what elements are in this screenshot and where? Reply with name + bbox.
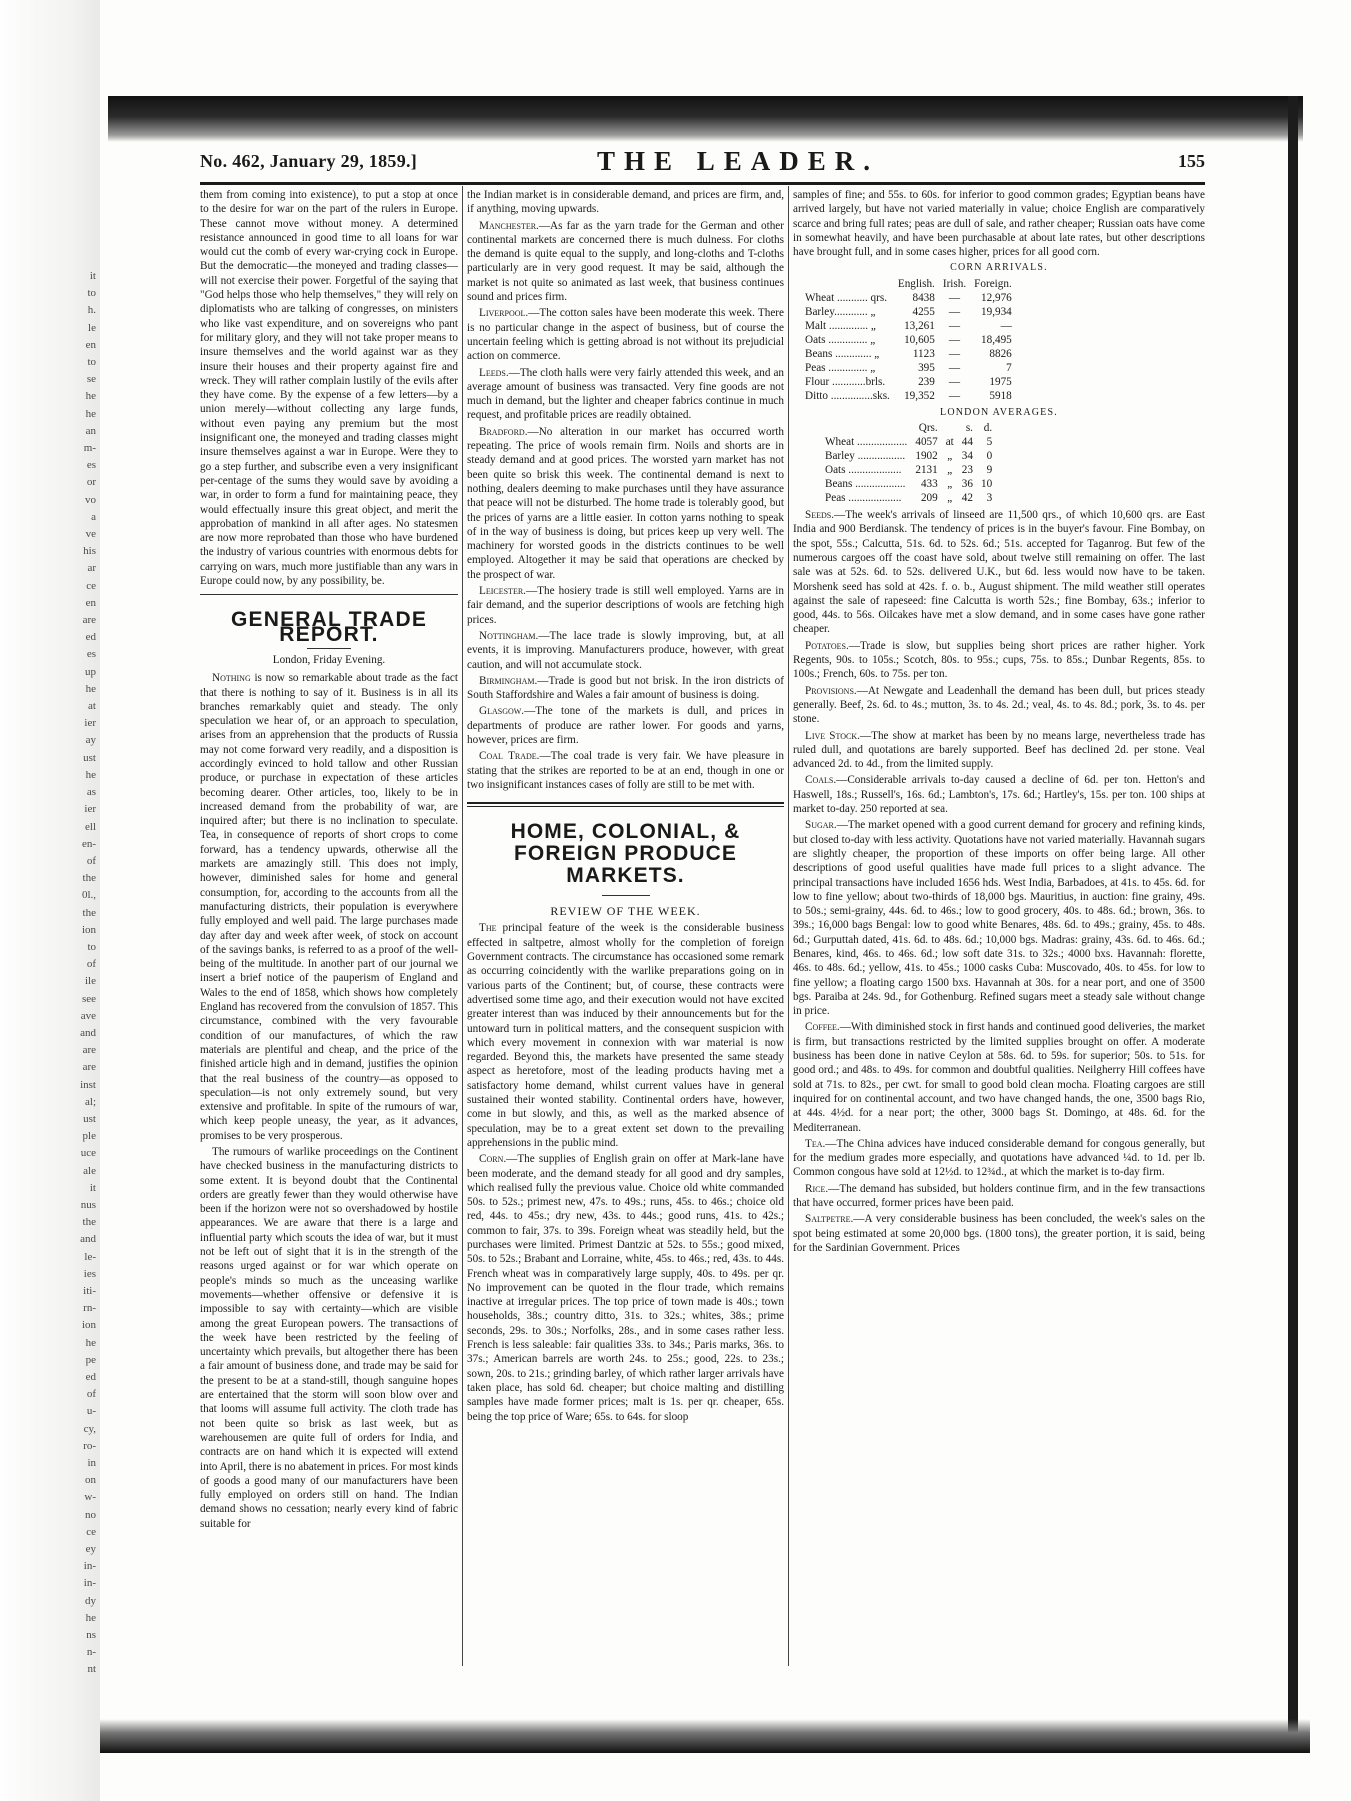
table-cell: Barley ................. — [825, 450, 906, 463]
article-paragraph: them from coming into existence), to put a stop at once to the desire for war on the part of the rulers in Europe. These cannot move without money. A determined resistance announced in good time to all loans for war would cut the comb of every war-crying cock in Europe. But the democratic—the moneyed and trading classes—will not exercise their power. Forgetful of the saying that "God helps those who help themselves," they will rely on diplomatists who are talking of congresses, on ministers who like vast expenditure, and on sovereigns who pant for military glory, and they will not take proper means to insure themselves and the world against war as they insure their houses and their property against fire and wreck. They will rather complain lustily of the evils after they have come. By the expense of a few letters—by a union merely—without collecting any large funds, without even paying any premium but the most insignificant one, the moneyed and trading classes might insure themselves against a war in Europe. Were they to go a step further, and subscribe even a very insignificant per-centage of the sums they would save by avoiding a war, in order to form a fund for maintaining peace, they would effectually insure this great object, and merit the approbation of mankind in all after ages. No statesmen are now more reprobated than those who have burdened the industry of various countries with enormous debts for carrying on wars, much more justifiable than any wars in Europe could now, by any possibility, be. — [200, 189, 458, 588]
fragment-text: see — [81, 992, 96, 1005]
table-cell: — — [1000, 319, 1012, 332]
issue-line: No. 462, January 29, 1859.] — [200, 151, 418, 171]
article-paragraph — [467, 584, 784, 627]
article-paragraph — [793, 818, 1205, 1018]
table-cell: 433 — [920, 478, 938, 491]
table-header-row — [801, 277, 1016, 291]
fragment-text: nt — [87, 1663, 96, 1676]
table-cell: 3 — [986, 492, 993, 505]
fragment-text: a — [91, 510, 96, 523]
fragment-text: he — [85, 768, 96, 781]
fragment-text: ro- — [83, 1439, 96, 1452]
table-cell: 8826 — [989, 347, 1012, 360]
fragment-text: nus — [80, 1198, 96, 1211]
article-paragraph — [793, 684, 1205, 727]
fragment-text: ier — [84, 803, 96, 816]
article-paragraph — [793, 508, 1205, 637]
table-cell: 10,605 — [904, 333, 935, 346]
article-paragraph — [793, 729, 1205, 772]
fragment-text: on — [85, 1474, 96, 1487]
trade-district-reports — [467, 188, 784, 792]
table-cell: 10 — [980, 478, 993, 491]
article-paragraph — [467, 425, 784, 582]
fragment-text: he — [85, 1336, 96, 1349]
table-cell: Peas ................... — [825, 492, 902, 505]
article-paragraph — [467, 704, 784, 747]
paragraph-lead: Coffee. — [805, 1021, 840, 1034]
fragment-text: ay — [85, 734, 96, 747]
article-paragraph — [467, 219, 784, 305]
table-cell: 395 — [918, 361, 935, 374]
paragraph-lead: Seeds. — [805, 509, 835, 522]
fragment-text: ed — [85, 1371, 96, 1383]
fragment-text: to — [87, 287, 96, 300]
table-cell: 36 — [961, 478, 973, 491]
fragment-text: ust — [83, 1112, 96, 1125]
article-paragraph — [467, 629, 784, 672]
table-cell: Wheat ........... qrs. — [805, 291, 888, 304]
paragraph-lead: Corn. — [479, 1153, 507, 1166]
fragment-text: ile — [85, 975, 96, 988]
fragment-text: ale — [83, 1164, 96, 1177]
fragment-text: cy, — [83, 1422, 96, 1435]
table-row — [801, 389, 1016, 403]
table-cell: 34 — [961, 450, 973, 463]
page-number: 155 — [1178, 151, 1205, 171]
table-row — [801, 361, 1016, 375]
table-cell: 5918 — [989, 389, 1012, 402]
short-rule — [307, 648, 351, 649]
fragment-text: ave — [80, 1009, 96, 1022]
table-cell: — — [948, 347, 961, 360]
fragment-text: es — [86, 459, 96, 472]
table-cell: 5 — [986, 436, 993, 449]
table-cell: Malt .............. „ — [805, 319, 876, 332]
fragment-text: ion — [81, 1319, 96, 1332]
article-paragraph — [793, 639, 1205, 682]
fragment-text: as — [86, 786, 96, 799]
table-cell: Ditto ...............sks. — [805, 389, 890, 402]
fragment-text: en — [85, 596, 96, 609]
fragment-text: he — [85, 390, 96, 403]
table-row — [801, 291, 1016, 305]
table-cell: 0 — [986, 450, 993, 463]
table-header-cell — [942, 421, 958, 435]
table-cell: 9 — [986, 464, 993, 477]
table-row — [801, 319, 1016, 333]
fragment-text: iti- — [83, 1284, 96, 1297]
column-divider — [788, 186, 789, 1666]
fragment-text: it — [89, 1181, 96, 1194]
table-cell: — — [948, 319, 961, 332]
fragment-text: h. — [87, 304, 96, 317]
fragment-text: ns — [86, 1629, 96, 1642]
fragment-text: are — [82, 614, 96, 627]
table-cell: 8438 — [912, 291, 935, 304]
table-row — [801, 333, 1016, 347]
table-cell: 23 — [961, 464, 973, 477]
table-cell: Barley............ „ — [805, 305, 876, 318]
article-paragraph — [467, 674, 784, 703]
paragraph-text: —As far as the yarn trade for the German and other continental markets are concerned there is much dulness. For cloths the demand is quite equal to the supply, and long-cloths and T-cloths particularly are in very good request. It may be said, although the market is not quite so animated as last week, that business continues sound and prices firm. — [467, 219, 784, 304]
paragraph-text: —The lace trade is slowly improving, but, at all events, it is improving. Manufacturers produce, however, with great caution, and will not accumulate stock. — [467, 629, 784, 671]
fragment-text: or — [86, 476, 96, 489]
fragment-text: in- — [83, 1577, 96, 1590]
paragraph-lead: Manchester. — [479, 219, 539, 232]
table-cell: 239 — [918, 375, 935, 388]
corn-arrivals-table — [801, 277, 1016, 403]
paragraph-lead: Liverpool. — [479, 307, 529, 320]
paragraph-text: —The week's arrivals of linseed are 11,500 qrs., of which 10,600 qrs. are East India and 900 Berdiansk. The tendency of prices is in the buyer's favour. Fine Bombay, on the spot, 55s.; Calcutta, 51s. 6d. to 52s. 6d.; 51s. accepted for Taganrog. But few of the numerous cargoes off the coast have sold, about twelve still remaining on offer. The last sale was at 52s. 6d. to 52s. delivered U.K., but 6d. less would now have to be taken. Morshenk seed has sold at 42s. f. o. b., August shipment. The mild weather still operates against the sale of rapeseed: fine Calcutta is worth 52s.; fine Bombay, 63s.; inferior to good, 44s. to 56s. Oilcakes have met a slow demand, and in some cases have gone rather cheaper. — [793, 509, 1205, 636]
fragment-text: al; — [85, 1095, 96, 1108]
adjacent-page-fragments — [52, 268, 96, 1748]
column-2 — [467, 188, 784, 1688]
review-heading: REVIEW OF THE WEEK. — [550, 904, 701, 919]
fragment-text: 0l., — [81, 889, 96, 902]
fragment-text: w- — [84, 1491, 96, 1504]
article-paragraph — [793, 773, 1205, 816]
paragraph-text: —The coal trade is very fair. We have pleasure in stating that the strikes are reported to be at an end, though in one or two insignificant instances cases of folly are still to be met with. — [467, 750, 784, 791]
fragment-text: he — [85, 1611, 96, 1624]
fragment-text: are — [82, 1061, 96, 1074]
article-paragraph — [793, 1137, 1205, 1180]
table-cell: 12,976 — [981, 291, 1012, 304]
london-averages-title: LONDON AVERAGES. — [940, 406, 1058, 418]
table-cell: 4255 — [912, 305, 935, 318]
fragment-text: an — [85, 424, 96, 437]
paragraph-lead: Tea. — [805, 1137, 826, 1150]
table-cell: Wheat .................. — [825, 436, 908, 449]
fragment-text: en- — [81, 837, 96, 850]
fragment-text: ust — [83, 751, 96, 764]
section-rule — [200, 594, 458, 595]
fragment-text: es — [86, 648, 96, 661]
table-cell: 1975 — [989, 375, 1012, 388]
fragment-text: ve — [85, 528, 96, 541]
paragraph-lead: Nottingham. — [479, 629, 539, 642]
article-paragraph: Nothing is now so remarkable about trade as the fact that there is nothing to say of it. Business is in all its branches remarkably quiet and steady. The only speculation we hear of, or an approach to speculation, arises from an apprehension that the products of Russia may not come forward very readily, and a disposition is accordingly evinced to hold tallow and other Russian produce, or purchase in expectation of these articles becoming dearer. Other articles, too, likely to be in increased demand from the probability of war, are inquired after; but there is no inclination to speculate. Tea, in consequence of reports of short crops to come forward, has a tendency upwards, otherwise all the markets are amazingly still. This does not imply, however, diminished sales for home and general consumption, for, according to the accounts from all the manufacturing districts, their population is everywhere fully employed and well paid. The large purchases made day after day and week after week, of stock on account of the savings banks, is referred to as a proof of the well-being of the multitude. In another part of our journal we insert a brief notice of the pauperism of England and Wales to the end of 1858, which shows how completely England has recovered from the convulsion of 1857. This circumstance, combined with the very favourable condition of our manufactures, of which the raw materials are plentiful and cheap, and the price of the finished article high and in demand, justifies the opinion that the real business of the country—as opposed to speculation—is not only extremely sound, but very extensive and profitable. In spite of the rumours of war, which keep people uneasy, the year, as it advances, promises to be very prosperous. — [200, 672, 458, 1142]
fragment-text: and — [80, 1233, 96, 1246]
article-paragraph — [467, 749, 784, 792]
fragment-text: he — [85, 407, 96, 420]
table-row — [801, 375, 1016, 389]
fragment-text: inst — [80, 1078, 96, 1091]
table-cell: 7 — [1006, 361, 1012, 374]
paragraph-lead: Sugar. — [805, 819, 837, 832]
paragraph-lead: Rice. — [805, 1182, 829, 1195]
paragraph-text: —With diminished stock in first hands and continued good deliveries, the market is firm, but transactions restricted by the limited supplies brought on offer. A moderate business has been done in native Ceylon at 58s. 6d. to 59s. for superior; 50s. to 51s. for good ord.; and 48s. to 49s. for common and doubtful qualities. Neilgherry Hill coffees have sold at 71s. to 82s., per cwt. for small to good bold clean mocha. Floating cargoes are still inquired for on continental account, and two have changed hands, the one, 3500 bags Rio, at 44s. 4½d. for a near port; the other, 3000 bags St. Domingo, at 48s. 6d. for the Mediterranean. — [793, 1021, 1205, 1134]
fragment-text: ple — [82, 1130, 96, 1143]
scan-top-shadow — [108, 96, 1303, 142]
paragraph-text: —No alteration in our market has occurred worth repeating. The price of wools remain firm. Noils and shorts are in steady demand and at good prices. The worsted yarn market has not been quite so brisk this week. The continental demand is next to nothing, dealers deeming to make purchases until they have assurance that peace will not be disturbed. The home trade is tolerably good, but the prices of yarns are a little easier. In cotton yarns nothing to speak of in the way of business is doing, but prices keep up very well. The machinery for worsted goods in the districts continues to be well employed. Altogether it may be said that operations are checked by the prospect of war. — [467, 425, 784, 581]
table-cell: 18,495 — [981, 333, 1012, 346]
fragment-text: ce — [86, 1525, 96, 1538]
article-paragraph — [793, 1212, 1205, 1255]
table-row — [821, 435, 996, 449]
table-cell: 1902 — [915, 450, 938, 463]
paragraph-text: —The show at market has been by no means large, nevertheless trade has ruled dull, and quotations are barely supported. Beef has declined 2d. per stone. Veal advanced 2d. to 4d., from the limited supply. — [793, 729, 1205, 771]
table-header-cell — [821, 421, 911, 435]
market-reports — [793, 508, 1205, 1255]
table-header-cell: Foreign. — [974, 277, 1012, 290]
table-cell: Beans .................. — [825, 478, 906, 491]
article-paragraph — [467, 188, 784, 217]
table-cell: „ — [947, 450, 953, 463]
review-of-week — [467, 921, 784, 1423]
table-header-cell: English. — [897, 277, 935, 290]
masthead-title: THE LEADER. — [596, 146, 880, 176]
paragraph-text: the Indian market is in considerable demand, and prices are firm, and, if anything, moving upwards. — [467, 189, 784, 216]
column-divider — [462, 186, 463, 1666]
corn-arrivals-title: CORN ARRIVALS. — [950, 262, 1048, 274]
fragment-text: no — [85, 1508, 96, 1521]
table-row — [821, 449, 996, 463]
table-row — [801, 347, 1016, 361]
fragment-text: the — [82, 872, 96, 885]
table-cell: 209 — [920, 492, 938, 505]
fragment-text: his — [83, 545, 96, 558]
table-cell: — — [948, 305, 961, 318]
fragment-text: of — [86, 958, 96, 971]
fragment-text: u- — [86, 1405, 96, 1418]
fragment-text: in- — [83, 1560, 96, 1573]
column-3 — [793, 188, 1205, 1688]
fragment-text: n- — [86, 1646, 96, 1659]
paragraph-lead: Live Stock. — [805, 729, 860, 742]
paragraph-text: —At Newgate and Leadenhall the demand has been dull, but prices steady generally. Beef, 2s. 6d. to 4s.; mutton, 3s. to 4s. 2d.; veal, 4s. to 4s. 8d.; pork, 3s. to 4s. per stone. — [793, 684, 1205, 726]
table-cell: 19,934 — [981, 305, 1012, 318]
fragment-text: m- — [83, 442, 96, 455]
article-paragraph — [467, 921, 784, 1150]
table-cell: Beans ............. „ — [805, 347, 880, 360]
article-paragraph: samples of fine; and 55s. to 60s. for inferior to good common grades; Egyptian beans have arrived largely, but have not varied materially in value; choice English are comparatively scarce and bring full rates; peas are dull of sale, and rather cheaper; Russian oats have come in somewhat heavily, and have been purchasable at about late rates, but other descriptions have brought full, and in some cases higher, prices for all good corn. — [793, 189, 1205, 259]
fragment-text: he — [85, 682, 96, 695]
section-title-produce-markets: HOME, COLONIAL, & FOREIGN PRODUCE MARKETS. — [510, 820, 741, 888]
fragment-text: en — [85, 338, 96, 351]
fragment-text: dy — [85, 1594, 96, 1607]
table-header-cell: d. — [983, 422, 993, 435]
table-cell: Oats ................... — [825, 464, 902, 477]
article-paragraph — [793, 1020, 1205, 1134]
section-title-general-trade: GENERAL TRADE REPORT. — [230, 608, 428, 646]
table-header-cell — [801, 277, 894, 291]
section-rule — [467, 802, 784, 804]
fragment-text: up — [85, 665, 96, 678]
paragraph-text: —The demand has subsided, but holders continue firm, and in the few transactions that have occurred, former prices have been paid. — [793, 1182, 1205, 1210]
table-header-cell: Qrs. — [918, 422, 938, 435]
fragment-text: are — [82, 1044, 96, 1057]
fragment-text: in — [87, 1457, 96, 1470]
fragment-text: se — [86, 373, 96, 386]
article-paragraph — [467, 306, 784, 363]
fragment-text: ion — [81, 923, 96, 936]
table-header-row — [821, 421, 996, 435]
table-cell: 4057 — [915, 436, 938, 449]
fragment-text: ier — [84, 717, 96, 730]
table-row — [821, 463, 996, 477]
paragraph-text: —Considerable arrivals to-day caused a decline of 6d. per ton. Hetton's and Haswell, 18s.; Russell's, 16s. 6d.; Lambton's, 17s. 6d.; Hartley's, 15s. per ton. 100 ships at market to-day. 250 reported at sea. — [793, 774, 1205, 816]
paragraph-lead: Leeds. — [479, 366, 509, 379]
fragment-text: to — [87, 940, 96, 953]
table-cell: „ — [947, 492, 953, 505]
table-cell: 19,352 — [904, 389, 935, 402]
table-cell: „ — [947, 478, 953, 491]
fragment-text: ell — [85, 820, 96, 833]
paragraph-text: —The supplies of English grain on offer at Mark-lane have been moderate, and the demand steady for all good and dry samples, which realised fully the previous value. Choice old white commanded 50s. to 52s.; primest new, 47s. to 49s.; runs, 45s. to 46s.; choice old red, 44s. to 45s.; dry new, 43s. to 44s.; good runs, 41s. to 42s.; common to fair, 37s. to 39s. Foreign wheat was steadily held, but the purchases were limited. Primest Dantzic at 52s. to 55s.; good mixed, 50s. to 52s.; Brabant and Lorraine, white, 45s. to 46s.; red, 43s. to 44s. French wheat was in comparatively large supply, 40s. to 49s. per qr. No improvement can be quoted in the flour trade, which remains inactive at irregular prices. The top price of town made is 40s.; town households, 38s.; country ditto, 31s. to 32s.; whites, 38s.; prime seconds, 29s. to 30s.; Norfolks, 28s., and in some cases rather less. French is less saleable: fair qualities 33s. to 34s.; Paris marks, 36s. to 37s.; American barrels are worth 24s. to 25s.; good, 22s. to 23s.; sown, 20s. to 21s.; grinding barley, of which rather larger arrivals have taken place, has sold 6d. cheaper; but choice malting and distilling samples have made former prices; malt is 1s. per qr. cheaper, 65s. being the top price of Ware; 65s. to 64s. for sloop — [467, 1153, 784, 1423]
fragment-text: ar — [87, 562, 96, 575]
paragraph-text: principal feature of the week is the considerable business effected in saltpetre, almost wholly for the completion of foreign Government contracts. The circumstance has occasioned some remark as occurring coincidently with the warlike preparations going on in various parts of the Continent; but, of course, these contracts were advertised some time ago, and their execution would not have excited greater interest than was induced by their announcements but for the untoward turn in political matters, and the consequent suspicion with which every movement in connexion with war material is now regarded. Beyond this, the markets have presented the same steady aspect as heretofore, most of the leading products having met a satisfactory home demand, whilst current values have in general sustained their wonted stability. Continental orders have, however, come in but slowly, and this, as well as the marked absence of speculation, may be to a great extent set down to the prevailing apprehensions in the public mind. — [467, 922, 784, 1149]
section-rule — [467, 806, 784, 807]
table-cell: 44 — [961, 436, 973, 449]
table-cell: Peas .............. „ — [805, 361, 876, 374]
table-cell: — — [948, 361, 961, 374]
fragment-text: ies — [83, 1267, 96, 1280]
fragment-text: the — [82, 1216, 96, 1229]
fragment-text: le- — [84, 1250, 96, 1263]
fragment-text: at — [88, 700, 96, 713]
fragment-text: rn- — [83, 1302, 96, 1315]
table-cell: — — [948, 291, 961, 304]
table-header-cell: Irish. — [942, 277, 967, 290]
paragraph-lead: Birmingham. — [479, 674, 538, 687]
paragraph-text: —A very considerable business has been concluded, the week's sales on the spot being estimated at some 20,000 bgs. (1800 tons), the greater portion, it is said, being for the Sardinian Government. Prices — [793, 1213, 1205, 1254]
paragraph-text: —The cotton sales have been moderate this week. There is no particular change in the aspect of business, but of course the uncertain feeling which is getting abroad is not without its prejudicial action on commerce. — [467, 307, 784, 363]
paragraph-lead: Glasgow. — [479, 705, 525, 718]
fragment-text: uce — [80, 1147, 96, 1160]
paragraph-text: —The tone of the markets is dull, and prices in departments of produce are rather lower. For goods and yarns, however, prices are firm. — [467, 705, 784, 746]
paragraph-text: —Trade is slow, but supplies being short prices are rather higher. York Regents, 90s. to 105s.; Scotch, 80s. to 95s.; cups, 75s. to 85s.; Dunbar Regents, 85s. to 100s.; French, 60s. to 75s. per ton. — [793, 639, 1205, 681]
fragment-text: to — [87, 356, 96, 369]
scan-bottom-shadow — [100, 1719, 1310, 1753]
table-cell: „ — [947, 464, 953, 477]
header-rule — [200, 182, 1205, 185]
table-cell: 2131 — [915, 464, 938, 477]
fragment-text: and — [80, 1026, 96, 1039]
table-cell: Flour ............brls. — [805, 375, 886, 388]
scan-right-shadow — [1288, 96, 1298, 1753]
article-paragraph — [467, 1152, 784, 1424]
table-cell: — — [948, 389, 961, 402]
running-header — [200, 146, 1205, 181]
short-rule — [602, 895, 650, 896]
paragraph-text: —The China advices have induced considerable demand for congous generally, but for the medium grades more especially, and quotations have advanced ¼d. to 1d. per lb. Common congous have sold at 12½d. to 12¾d., at which the market is to-day firm. — [793, 1137, 1205, 1179]
article-paragraph — [467, 366, 784, 423]
fragment-text: the — [82, 906, 96, 919]
london-averages-table — [821, 421, 996, 505]
fragment-text: of — [86, 1388, 96, 1401]
table-row — [821, 491, 996, 505]
paragraph-lead: Leicester. — [479, 585, 526, 598]
table-cell: 42 — [961, 492, 973, 505]
article-paragraph: The rumours of warlike proceedings on the Continent have checked business in the manufacturing districts to some extent. It is beyond doubt that the Continental orders are greatly fewer than they would otherwise have been if the horizon were not so overshadowed by hostile appearances. We are aware that there is a large and influential party which scouts the idea of war, but it must not be left out of sight that it is in the strength of the reasons urged against or for war which operate on people's minds so much as the unceasing warlike movements—whether offensive or defensive it is impossible to say with certainty—which are visible among the great European powers. The transactions of the week have been restricted by the feeling of uncertainty which prevails, but altogether there has been a fair amount of business done, and trade may be said for the present to be at a stand-still, though sanguine hopes are entertained that the storm will soon blow over and that looms will assume full activity. The cloth trade has not been quite so brisk as last week, but as warehousemen are quite full of orders for India, and contracts are on hand which it is expected will extend into April, there is no abatement in prices. For most kinds of goods a good many of our manufacturers have been fully employed on orders still on hand. The Indian demand shows no cessation; nearly every kind of fabric suitable for — [200, 1146, 458, 1530]
paragraph-text: —The market opened with a good current demand for grocery and refining kinds, but closed to-day with less activity. Quotations have not varied materially. Havannah sugars are slightly cheaper, the proportion of these imports on offer being large. All other descriptions of good useful qualities have made full prices to a slight advance. The principal transactions have included 1656 hds. West India, Barbadoes, at 41s. to 45s. 6d. for low to fine yellow; about two-thirds of 18,000 bgs. Mauritius, in auction: fine grainy, 49s. to 50s.; semi-grainy, 44s. 6d. to 46s.; low to good grocery, 40s. to 48s. 6d.; brown, 36s. to 39s.; 16,000 bags Bengal: low to good white Benares, 48s. 6d. to 49s.; grainy, 45s. to 48s. 6d.; Gurputtah dated, 41s. 6d. to 48s. 6d.; 10,000 bgs. Madras: grainy, 43s. 6d. to 46s. 6d.; Benares, kind, 46s. to 46s. 6d.; low soft date 31s. to 32s.; 4000 bxs. Havannah: florette, 46s. to 48s. 6d.; yellow, 41s. to 45s.; 1000 casks Cuba: Muscovado, 40s. to 45s. for low to fine yellow; a floating cargo 1500 bxs. Havannah at 30s. for a near port, and one of 3500 bgs. Paraiba at 24s. 9d., for Gothenburg. Refined sugars meet a steady sale without change in price. — [793, 819, 1205, 1018]
fragment-text: le — [88, 321, 96, 334]
column-1 — [200, 188, 458, 1688]
fragment-text: of — [86, 854, 96, 867]
paragraph-lead: Saltpetre. — [805, 1213, 854, 1226]
table-header-cell: s. — [965, 422, 973, 435]
table-cell: Oats .............. „ — [805, 333, 876, 346]
dateline: London, Friday Evening. — [272, 653, 386, 666]
paragraph-lead: The — [479, 922, 497, 935]
table-row — [801, 305, 1016, 319]
paragraph-text: —The hosiery trade is still well employed. Yarns are in fair demand, and the superior descriptions of wools are fetching high prices. — [467, 585, 784, 626]
table-cell: — — [948, 375, 961, 388]
table-row — [821, 477, 996, 491]
fragment-text: ey — [85, 1543, 96, 1556]
paragraph-lead: Provisions. — [805, 684, 857, 697]
paragraph-lead: Potatoes. — [805, 639, 849, 652]
paragraph-lead: Coal Trade. — [479, 750, 540, 763]
table-cell: 13,261 — [904, 319, 935, 332]
article-paragraph — [793, 1182, 1205, 1211]
fragment-text: ed — [85, 631, 96, 644]
fragment-text: pe — [85, 1353, 96, 1366]
fragment-text: ce — [86, 579, 96, 592]
paragraph-lead: Bradford. — [479, 425, 528, 438]
table-cell: at — [945, 436, 954, 449]
paragraph-text: —Trade is good but not brisk. In the iron districts of South Staffordshire and Wales a fair amount of business is doing. — [467, 674, 784, 702]
table-cell: — — [948, 333, 961, 346]
paragraph-text: —The cloth halls were very fairly attended this week, and an average amount of business was transacted. Very fine goods are not much in demand, but the lighter and cheaper fabrics continue in much request, and profitable prices are readily obtained. — [467, 366, 784, 422]
table-cell: 1123 — [912, 347, 935, 360]
fragment-text: it — [89, 270, 96, 282]
paragraph-lead: Coals. — [805, 774, 837, 787]
fragment-text: vo — [85, 493, 96, 506]
